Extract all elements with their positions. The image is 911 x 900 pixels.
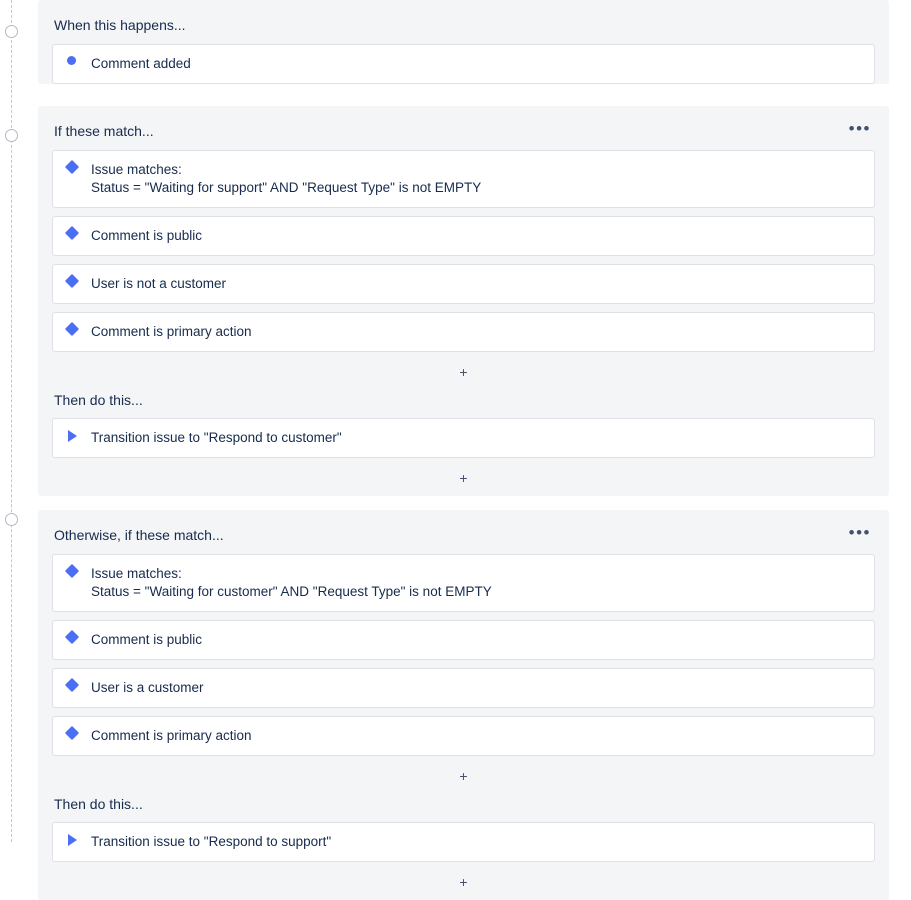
condition-card[interactable] [52,554,875,612]
rule-connector-line [11,0,12,842]
diamond-icon [65,161,87,172]
branch-2-then-heading: Then do this... [54,796,143,812]
condition-card[interactable] [52,620,875,660]
branch-1-heading-label: If these match... [54,123,154,139]
trigger-heading-label: When this happens... [54,17,186,33]
diamond-icon [65,631,87,642]
rule-components [38,0,889,900]
branch-2-more-actions-button[interactable]: ••• [848,522,871,542]
condition-card-label: User is a customer [91,680,204,695]
branch-block-2 [38,510,889,900]
trigger-card[interactable] [52,44,875,84]
condition-card[interactable] [52,668,875,708]
action-card-label: Transition issue to "Respond to customer" [91,430,342,445]
condition-card-detail: Status = "Waiting for support" AND "Request Type" is not EMPTY [91,180,482,195]
rule-node-dot-branch-1[interactable] [5,129,18,142]
condition-card[interactable] [52,716,875,756]
condition-card[interactable] [52,216,875,256]
trigger-heading [52,14,875,44]
action-card[interactable] [52,822,875,862]
diamond-icon [65,727,87,738]
condition-card-label: Comment is public [91,228,203,243]
trigger-card-label: Comment added [91,56,191,71]
condition-card[interactable] [52,312,875,352]
block-spacer-2 [38,496,889,510]
condition-card-label: Comment is primary action [91,324,252,339]
add-action-button-2[interactable]: + [459,874,468,890]
branch-2-heading [52,524,875,554]
condition-card-label: Comment is primary action [91,728,252,743]
condition-card[interactable] [52,264,875,304]
block-spacer-1 [38,92,889,106]
dot-icon [65,55,87,65]
action-card[interactable] [52,418,875,458]
action-card-label: Transition issue to "Respond to support" [91,834,332,849]
diamond-icon [65,565,87,576]
branch-1-more-actions-button[interactable]: ••• [848,118,871,138]
rule-node-dot-trigger[interactable] [5,25,18,38]
add-action-button-1[interactable]: + [459,470,468,486]
diamond-icon [65,227,87,238]
play-icon [65,833,87,846]
diamond-icon [65,679,87,690]
condition-card-label: User is not a customer [91,276,227,291]
condition-card-label: Comment is public [91,632,203,647]
branch-1-then-heading: Then do this... [54,392,143,408]
branch-1-heading [52,120,875,150]
condition-card-detail: Status = "Waiting for customer" AND "Request Type" is not EMPTY [91,584,492,599]
play-icon [65,429,87,442]
diamond-icon [65,275,87,286]
condition-card-label: Issue matches: [91,162,182,177]
trigger-block [38,0,889,84]
add-condition-button-2[interactable]: + [459,768,468,784]
branch-block-1 [38,106,889,496]
diamond-icon [65,323,87,334]
condition-card[interactable] [52,150,875,208]
condition-card-label: Issue matches: [91,566,182,581]
rule-node-dot-branch-2[interactable] [5,513,18,526]
branch-2-heading-label: Otherwise, if these match... [54,527,224,543]
add-condition-button-1[interactable]: + [459,364,468,380]
